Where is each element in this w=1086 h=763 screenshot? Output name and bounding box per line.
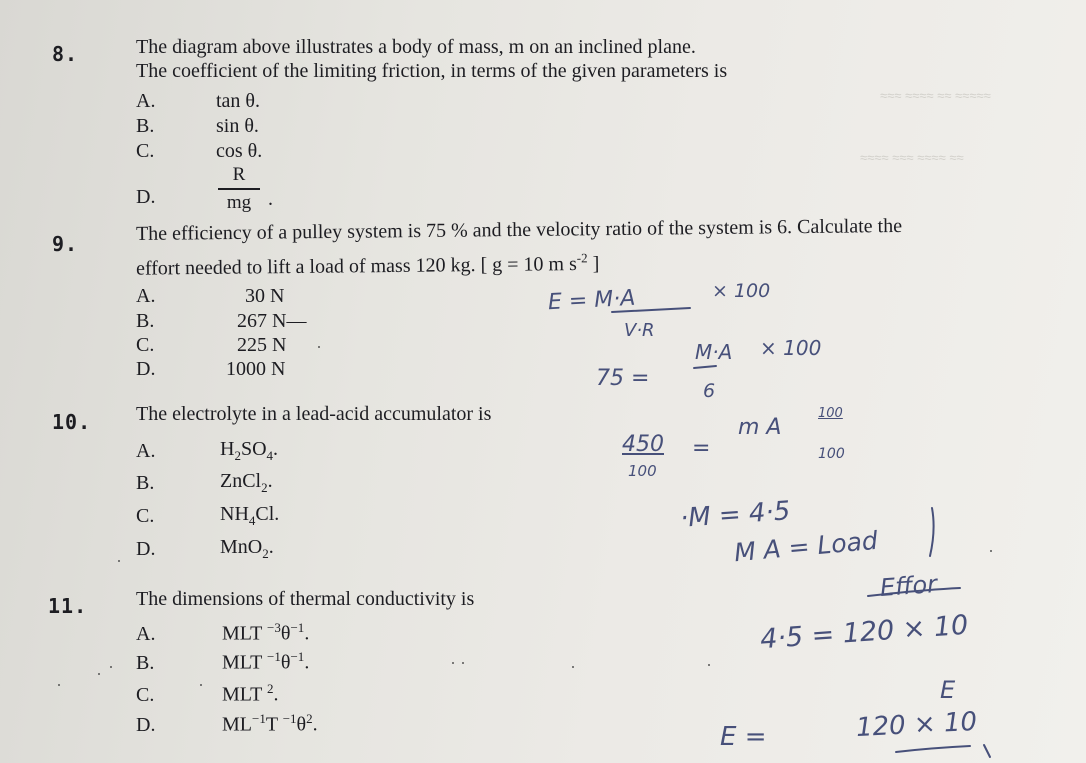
q8-option-a-letter: A. <box>136 90 156 112</box>
formula-part: θ <box>296 713 307 736</box>
formula-part: MLT <box>222 622 268 645</box>
q10-option-d-text <box>220 536 274 562</box>
q8-option-d-suffix: . <box>268 188 273 210</box>
stray-dot <box>200 684 202 686</box>
handwriting-vr: V·R <box>624 320 655 341</box>
handwriting-450: 450 <box>622 432 664 457</box>
handwriting-effort: Effor <box>879 570 938 602</box>
formula-subscript: 2 <box>234 448 241 463</box>
stray-dot <box>452 662 454 664</box>
bleed-through-text: ≈≈≈≈ ≈≈≈ ≈≈≈≈ ≈≈ <box>860 150 964 165</box>
q8-option-d-letter: D. <box>136 186 156 208</box>
q9-option-c-letter: C. <box>136 334 155 356</box>
handwriting-ma-equals-load: M A = Load <box>733 525 879 568</box>
formula-exponent: 2 <box>306 711 313 726</box>
question-11-line-1: The dimensions of thermal conductivity is <box>136 588 475 610</box>
formula-part: θ <box>280 651 291 674</box>
handwriting-ma-second: M·A <box>695 340 733 364</box>
q10-option-a-letter: A. <box>136 440 156 462</box>
question-8-line-1: The diagram above illustrates a body of mass, m on an inclined plane. <box>136 36 696 58</box>
q9-option-b-letter: B. <box>136 310 155 332</box>
formula-exponent: −1 <box>282 711 297 726</box>
q8-option-b-text: sin θ. <box>216 115 259 137</box>
stray-dot <box>572 666 574 668</box>
q9-option-d-text: 1000 N <box>226 358 286 380</box>
q11-option-d-text <box>222 711 318 737</box>
stray-dot <box>990 550 992 552</box>
q8-option-c-text: cos θ. <box>216 140 263 162</box>
formula-part: . <box>273 683 279 706</box>
stroke-fraction-bar-2 <box>694 366 716 368</box>
stroke-tick-top-right <box>984 745 990 757</box>
handwriting-formula-top: E = M·A <box>547 285 636 316</box>
q11-option-b-letter: B. <box>136 652 155 674</box>
formula-part: . <box>304 622 310 645</box>
formula-part: . <box>273 438 279 460</box>
stray-dot <box>708 664 710 666</box>
handwriting-ma-third-numerator: 100 <box>818 406 843 421</box>
q10-option-b-letter: B. <box>136 472 155 494</box>
q11-option-a-letter: A. <box>136 623 156 645</box>
handwriting-e-equals: E = <box>720 722 767 752</box>
question-11-number: 11. <box>48 594 88 618</box>
q11-option-c-text <box>222 681 279 707</box>
formula-part: MnO <box>220 536 263 558</box>
handwriting-times-100-second: × 100 <box>760 336 822 360</box>
formula-subscript: 4 <box>266 448 274 463</box>
formula-part: H <box>220 438 235 460</box>
handwriting-denominator-6: 6 <box>703 380 716 402</box>
formula-part: ZnCl <box>220 470 262 492</box>
handwriting-e-denominator: E <box>940 676 956 704</box>
formula-part: θ <box>280 622 291 645</box>
question-9-line-2 <box>136 251 600 279</box>
handwriting-75-equals: 75 = <box>596 366 650 391</box>
stray-dot <box>118 560 120 562</box>
stray-dot <box>58 684 60 686</box>
fraction-bar <box>218 188 260 190</box>
q10-option-a-text <box>220 438 278 464</box>
fraction-numerator: R <box>232 164 246 185</box>
handwriting-4-5-equals: 4·5 = 120 × 10 <box>759 609 970 656</box>
stray-dot <box>462 662 464 664</box>
stray-dot <box>98 673 100 675</box>
handwriting-100-under-450: 100 <box>628 462 657 480</box>
question-8-line-2: The coefficient of the limiting friction, in terms of the given parameters is <box>136 60 728 82</box>
formula-part: . <box>304 651 310 674</box>
formula-part: ML <box>222 713 252 736</box>
q11-option-c-letter: C. <box>136 684 155 706</box>
q8-option-b-letter: B. <box>136 115 155 137</box>
formula-part: NH <box>220 503 249 525</box>
q8-option-a-text: tan θ. <box>216 90 261 112</box>
q8-option-d-fraction <box>218 164 260 214</box>
handwriting-120-times-10: 120 × 10 <box>855 706 978 744</box>
formula-part: . <box>268 536 274 558</box>
formula-exponent: −1 <box>252 711 266 726</box>
formula-part: T <box>265 713 283 736</box>
formula-part: . <box>267 470 273 492</box>
q11-option-b-text <box>222 649 309 675</box>
q10-option-b-text <box>220 470 273 496</box>
handwriting-ma-third: m A <box>738 415 782 440</box>
formula-exponent: 2 <box>267 681 274 696</box>
formula-part: SO <box>240 438 267 460</box>
stray-dot <box>110 666 112 668</box>
q9-option-c-text: 225 N <box>237 334 287 356</box>
q9-option-d-letter: D. <box>136 358 156 380</box>
q10-option-c-letter: C. <box>136 505 155 527</box>
question-9-line-2-text: effort needed to lift a load of mass 120 kg. [ g = 10 m s <box>135 253 577 280</box>
question-9-line-2-end: ] <box>587 252 600 275</box>
formula-part: MLT <box>222 683 268 706</box>
q9-option-b-text: 267 N— <box>237 310 307 332</box>
formula-subscript: 4 <box>248 513 256 528</box>
question-10-number: 10. <box>52 410 92 434</box>
formula-subscript: 2 <box>262 546 269 561</box>
formula-part: MLT <box>222 651 268 674</box>
q9-option-a-letter: A. <box>136 285 156 307</box>
stroke-fraction-bar-4 <box>896 746 970 752</box>
formula-exponent: −1 <box>290 620 305 635</box>
bleed-through-text: ≈≈≈ ≈≈≈≈ ≈≈ ≈≈≈≈≈ <box>880 88 991 103</box>
handwriting-100-under-ma: 100 <box>818 446 845 462</box>
q10-option-d-letter: D. <box>136 538 156 560</box>
handwriting-ma-equals-4-5: ·M = 4·5 <box>679 496 792 534</box>
formula-part: Cl. <box>255 503 280 525</box>
handwriting-times-100-top: × 100 <box>712 280 771 302</box>
handwriting-equals: = <box>692 436 711 461</box>
fraction-denominator: mg <box>226 192 252 213</box>
question-9-number: 9. <box>52 232 79 256</box>
q11-option-d-letter: D. <box>136 714 156 736</box>
question-9-line-1: The efficiency of a pulley system is 75 % and the velocity ratio of the system is 6. Calculate the <box>135 214 903 245</box>
question-10-line-1: The electrolyte in a lead-acid accumulator is <box>136 403 492 425</box>
formula-exponent: −1 <box>267 649 281 664</box>
formula-exponent: −3 <box>267 620 281 635</box>
stroke-bracket <box>930 508 934 556</box>
q9-option-a-text: 30 N <box>245 285 285 307</box>
question-9-exponent: -2 <box>576 250 588 266</box>
formula-subscript: 2 <box>261 480 268 495</box>
q11-option-a-text <box>222 620 309 646</box>
q10-option-c-text <box>220 503 279 529</box>
formula-part: . <box>312 713 318 736</box>
question-8-number: 8. <box>52 42 79 66</box>
formula-exponent: −1 <box>290 649 305 664</box>
stray-dot <box>318 346 320 348</box>
q8-option-c-letter: C. <box>136 140 155 162</box>
